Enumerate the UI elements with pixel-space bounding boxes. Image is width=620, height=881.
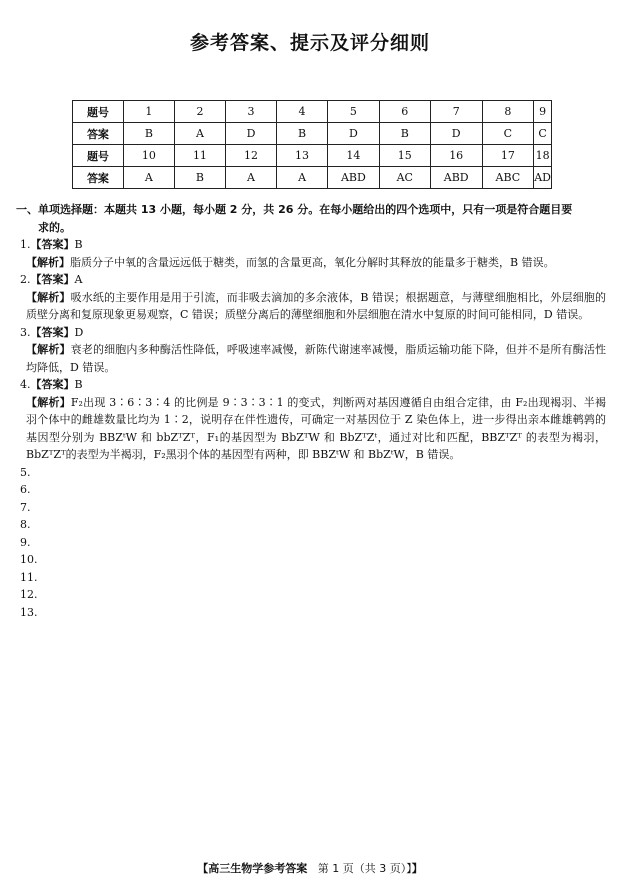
answer-tag: 【答案】 xyxy=(30,238,75,251)
question-number: 1. xyxy=(20,238,31,251)
row-label: 答案 xyxy=(73,167,124,189)
table-row xyxy=(73,167,552,189)
question-answer-line xyxy=(16,586,606,604)
question-number: 11. xyxy=(20,570,38,584)
row-label: 题号 xyxy=(73,145,124,167)
question-explanation xyxy=(16,289,606,324)
table-cell: 17 xyxy=(482,145,534,167)
question-number: 6. xyxy=(20,483,31,496)
page-title: 参考答案、提示及评分细则 xyxy=(189,32,430,54)
table-cell: 7 xyxy=(430,101,482,123)
question-answer-line xyxy=(16,464,606,482)
explanation-text: F₂出现 3∶6∶3∶4 的比例是 9∶3∶3∶1 的变式，判断两对基因遵循自由组合定律，由 F₂出现褐羽、半褐羽个体中的雌雄数量比均为 1∶2，说明存在伴性遗传，可确定一对基因位于 Z 染色体上，进一步得出亲本雌雄鹌鹑的基因型分别为 BBZᵗW 和 bbZᵀZᵀ，F₁的基因型为 BbZᵀW 和 BbZᵀZᵗ，通过对比和匹配，BBZᵀZᵀ 的表型为褐羽，BbZᵀZᵀ的表型为半褐羽，F₂黑羽个体的基因型有两种，即 BBZᵗW 和 BbZᵗW，B 错误。 xyxy=(26,395,607,461)
question-answer-line xyxy=(16,569,606,587)
explanation-tag: 【解析】 xyxy=(26,395,71,409)
table-cell: 18 xyxy=(534,145,552,167)
row-label: 题号 xyxy=(73,101,124,123)
table-cell: B xyxy=(123,123,174,145)
question-number: 2. xyxy=(20,273,31,286)
table-cell: 6 xyxy=(379,101,430,123)
table-cell: ABC xyxy=(482,167,534,189)
answer-tag: 【答案】 xyxy=(30,273,75,286)
table-cell: B xyxy=(174,167,225,189)
question-number: 12. xyxy=(20,588,38,601)
question-answer-line xyxy=(16,271,606,289)
question-number: 4. xyxy=(20,378,31,391)
table-cell: 3 xyxy=(225,101,276,123)
question-number: 13. xyxy=(20,605,38,619)
question-answer-line xyxy=(16,376,606,394)
table-cell: 2 xyxy=(174,101,225,123)
table-cell: B xyxy=(379,123,430,145)
table-cell: 14 xyxy=(328,145,380,167)
question-answer-line xyxy=(16,604,606,622)
table-cell: B xyxy=(277,123,328,145)
table-cell: AD xyxy=(534,167,552,189)
page-footer: 【高三生物学参考答案 第 1 页（共 3 页）】】 xyxy=(197,862,423,875)
explanation-tag: 【解析】 xyxy=(26,290,71,304)
table-cell: 4 xyxy=(277,101,328,123)
question-answer-line xyxy=(16,236,606,254)
explanation-tag: 【解析】 xyxy=(26,343,71,356)
section-heading-line: 求的。 xyxy=(38,220,71,234)
section-heading-line: 一、单项选择题：本题共 13 小题，每小题 2 分，共 26 分。在每小题给出的四个选项中，只有一项是符合题目要 xyxy=(16,203,573,216)
row-label: 答案 xyxy=(73,123,124,145)
table-cell: A xyxy=(174,123,225,145)
question-explanation xyxy=(16,394,606,464)
answer-value: B xyxy=(74,378,83,391)
question-explanation xyxy=(16,341,606,376)
table-cell: A xyxy=(225,167,276,189)
table-cell: 15 xyxy=(379,145,430,167)
answer-tag: 【答案】 xyxy=(30,325,75,339)
question-number: 9. xyxy=(20,535,31,549)
question-answer-line xyxy=(16,499,606,517)
answer-table xyxy=(72,100,552,189)
table-cell: ABD xyxy=(328,167,380,189)
table-cell: D xyxy=(328,123,380,145)
table-row xyxy=(73,101,552,123)
footer-course: 【高三生物学参考答案 xyxy=(197,862,308,875)
table-row xyxy=(73,123,552,145)
table-cell: 5 xyxy=(328,101,380,123)
question-number: 10. xyxy=(20,553,38,566)
question-number: 7. xyxy=(20,500,31,514)
table-cell: C xyxy=(534,123,552,145)
table-cell: AC xyxy=(379,167,430,189)
table-cell: 1 xyxy=(123,101,174,123)
question-explanation xyxy=(16,254,606,272)
table-cell: C xyxy=(482,123,534,145)
question-answer-line xyxy=(16,516,606,534)
table-row xyxy=(73,145,552,167)
explanation-text: 衰老的细胞内多种酶活性降低，呼吸速率减慢，新陈代谢速率减慢，脂质运输功能下降，但并不是所有酶活性均降低，D 错误。 xyxy=(26,343,607,374)
table-cell: D xyxy=(225,123,276,145)
question-number: 3. xyxy=(20,325,31,339)
question-number: 5. xyxy=(20,465,31,479)
table-cell: 13 xyxy=(277,145,328,167)
table-cell: 8 xyxy=(482,101,534,123)
table-cell: 12 xyxy=(225,145,276,167)
section-heading xyxy=(16,201,606,236)
explanation-text: 吸水纸的主要作用是用于引流，而非吸去滴加的多余液体，B 错误；根据题意，与薄壁细胞相比，外层细胞的质壁分离和复原现象更易观察，C 错误；质壁分离后的薄壁细胞和外层细胞在清水中复原的时间可能相同，D 错误。 xyxy=(26,290,607,321)
question-answer-line xyxy=(16,324,606,342)
table-cell: ABD xyxy=(430,167,482,189)
answer-value: A xyxy=(74,273,83,286)
explanation-tag: 【解析】 xyxy=(26,255,70,269)
table-cell: D xyxy=(430,123,482,145)
question-answer-line xyxy=(16,481,606,499)
footer-page: 第 1 页（共 3 页）】 xyxy=(317,862,412,875)
solutions-body xyxy=(16,201,606,621)
table-cell: A xyxy=(277,167,328,189)
table-cell: 10 xyxy=(123,145,174,167)
table-cell: A xyxy=(123,167,174,189)
table-cell: 9 xyxy=(534,101,552,123)
table-cell: 16 xyxy=(430,145,482,167)
table-cell: 11 xyxy=(174,145,225,167)
answer-value: D xyxy=(74,325,84,339)
question-answer-line xyxy=(16,551,606,569)
question-number: 8. xyxy=(20,518,31,531)
question-list xyxy=(16,236,606,621)
answer-tag: 【答案】 xyxy=(30,378,75,391)
question-answer-line xyxy=(16,534,606,552)
explanation-text: 脂质分子中氧的含量远远低于糖类，而氢的含量更高，氧化分解时其释放的能量多于糖类，B 错误。 xyxy=(70,255,555,269)
answer-value: B xyxy=(74,238,83,251)
